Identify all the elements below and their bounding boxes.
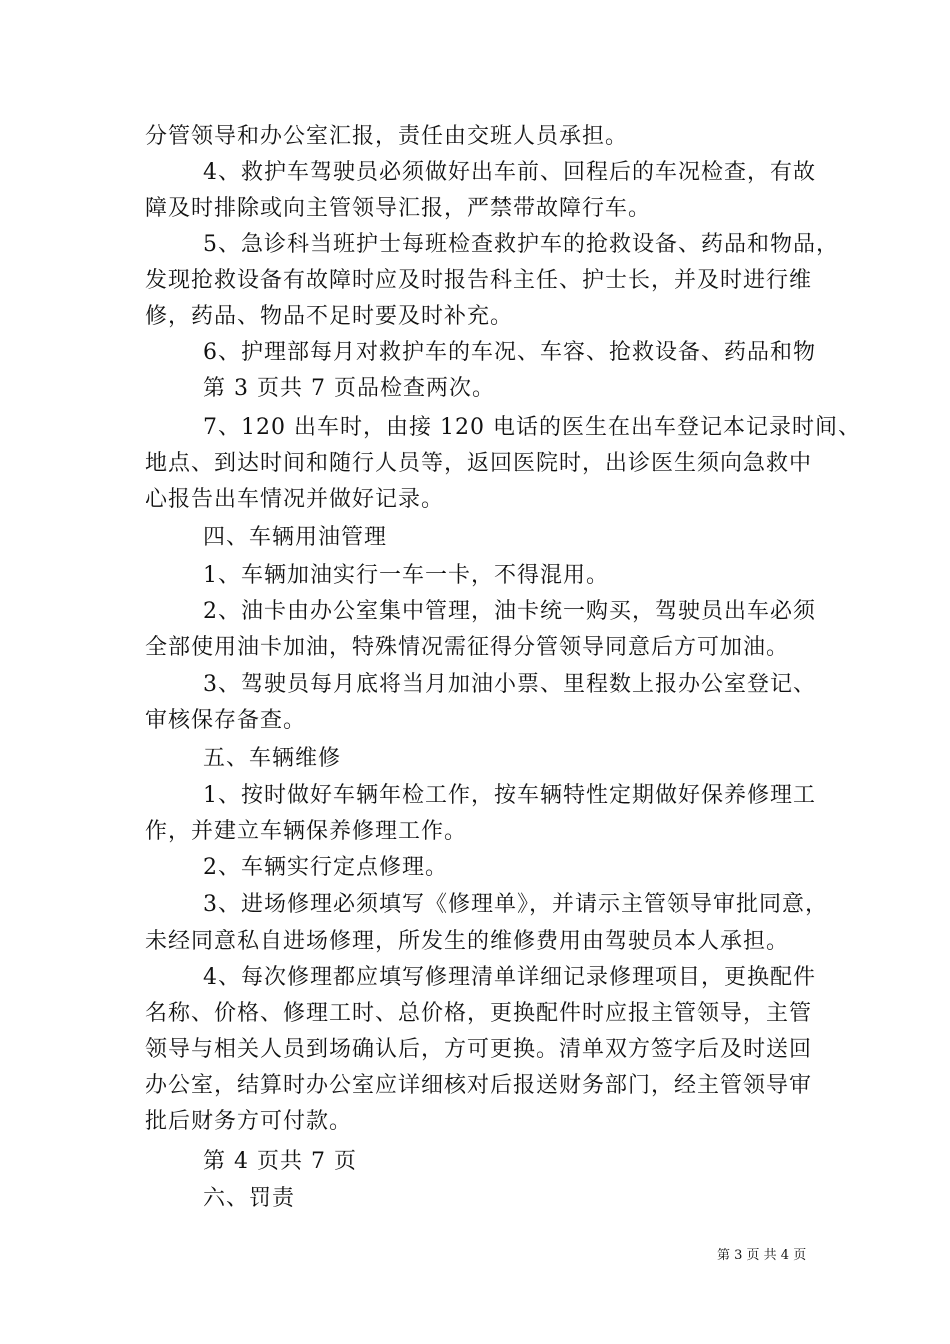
- text-line: 分管领导和办公室汇报，责任由交班人员承担。: [145, 124, 629, 149]
- text-line: 5、急诊科当班护士每班检查救护车的抢救设备、药品和物品，: [203, 232, 839, 257]
- text-line: 6、护理部每月对救护车的车况、车容、抢救设备、药品和物: [203, 340, 816, 365]
- text-line: 地点、到达时间和随行人员等，返回医院时，出诊医生须向急救中: [145, 451, 813, 476]
- section-heading: 六、罚责: [203, 1186, 296, 1211]
- text-line: 7、120 出车时，由接 120 电话的医生在出车登记本记录时间、: [203, 415, 861, 440]
- text-line: 修，药品、物品不足时要及时补充。: [145, 304, 514, 329]
- text-line: 3、进场修理必须填写《修理单》，并请示主管领导审批同意，: [203, 892, 828, 917]
- section-heading: 四、车辆用油管理: [203, 525, 388, 550]
- text-line: 作，并建立车辆保养修理工作。: [145, 819, 468, 844]
- text-line: 1、按时做好车辆年检工作，按车辆特性定期做好保养修理工: [203, 783, 816, 808]
- text-line: 第 4 页共 7 页: [203, 1149, 357, 1174]
- text-line: 3、驾驶员每月底将当月加油小票、里程数上报办公室登记、: [203, 672, 816, 697]
- text-line: 批后财务方可付款。: [145, 1109, 353, 1134]
- text-line: 4、每次修理都应填写修理清单详细记录修理项目，更换配件: [203, 965, 816, 990]
- text-line: 第 3 页共 7 页品检查两次。: [203, 376, 495, 401]
- text-line: 审核保存备查。: [145, 708, 307, 733]
- text-line: 领导与相关人员到场确认后，方可更换。清单双方签字后及时送回: [145, 1037, 813, 1062]
- text-line: 2、车辆实行定点修理。: [203, 855, 448, 880]
- text-line: 心报告出车情况并做好记录。: [145, 487, 445, 512]
- text-line: 障及时排除或向主管领导汇报，严禁带故障行车。: [145, 196, 652, 221]
- text-line: 办公室，结算时办公室应详细核对后报送财务部门，经主管领导审: [145, 1073, 813, 1098]
- text-line: 全部使用油卡加油，特殊情况需征得分管领导同意后方可加油。: [145, 635, 790, 660]
- text-line: 名称、价格、修理工时、总价格，更换配件时应报主管领导，主管: [145, 1001, 813, 1026]
- text-line: 1、车辆加油实行一车一卡，不得混用。: [203, 563, 609, 588]
- text-line: 4、救护车驾驶员必须做好出车前、回程后的车况检查，有故: [203, 160, 816, 185]
- text-line: 未经同意私自进场修理，所发生的维修费用由驾驶员本人承担。: [145, 929, 790, 954]
- text-line: 2、油卡由办公室集中管理，油卡统一购买，驾驶员出车必须: [203, 599, 816, 624]
- text-line: 发现抢救设备有故障时应及时报告科主任、护士长，并及时进行维: [145, 268, 813, 293]
- page-footer: 第 3 页 共 4 页: [717, 1248, 807, 1263]
- section-heading: 五、车辆维修: [203, 746, 342, 771]
